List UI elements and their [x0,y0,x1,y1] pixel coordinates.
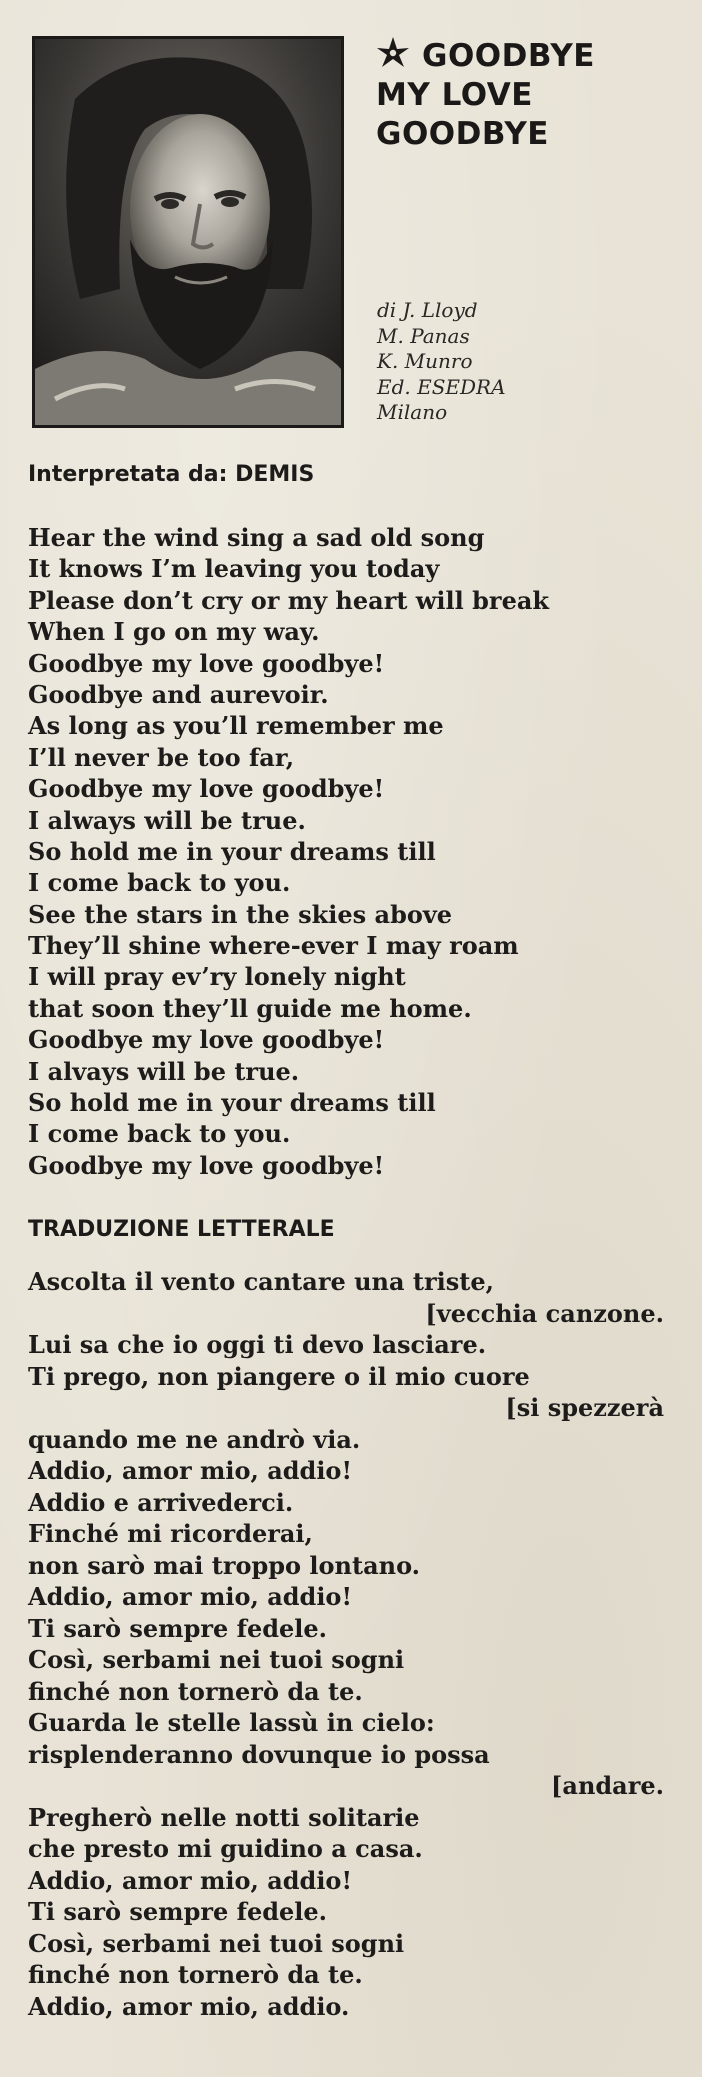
bearded-man-portrait-image [35,39,341,425]
translation-line: Guarda le stelle lassù in cielo: [28,1708,435,1737]
lyric-line: As long as you’ll remember me [28,711,444,741]
translated-lyrics [28,1266,664,2022]
lyric-line: So hold me in your dreams till [28,1088,436,1118]
translation-line: Addio, amor mio, addio. [28,1991,350,2021]
song-title-block [376,36,676,154]
lyric-line: I alvays will be true. [28,1056,300,1086]
translation-continuation: [andare. [551,1771,664,1800]
translation-continuation: [si spezzerà [505,1393,664,1422]
lyric-line: I come back to you. [28,1119,291,1149]
title-line-2: MY LOVE [376,77,533,113]
lyric-line: So hold me in your dreams till [28,836,436,866]
translation-line: che presto mi guidino a casa. [28,1834,423,1863]
song-title [376,36,676,154]
translation-line: Così, serbami nei tuoi sogni [28,1928,405,1958]
asterisk-star-icon [376,36,410,70]
translation-line: Addio, amor mio, addio! [28,1582,352,1611]
performer-label: Interpretata da: DEMIS [28,462,315,487]
original-lyrics [28,522,549,1181]
translation-line: Ti sarò sempre fedele. [28,1897,328,1926]
lyric-line: They’ll shine where-ever I may roam [28,931,519,961]
lyric-line: Goodbye and aurevoir. [28,679,329,709]
translation-line: risplenderanno dovunque io possa [28,1739,490,1769]
translation-line: non sarò mai troppo lontano. [28,1550,421,1580]
lyric-line: I’ll never be too far, [28,742,295,772]
translation-line: Pregherò nelle notti solitarie [28,1802,420,1832]
credit-line: K. Munro [377,349,473,373]
lyric-line: Goodbye my love goodbye! [28,648,385,678]
lyric-line: Goodbye my love goodbye! [28,1150,385,1180]
lyric-line: It knows I’m leaving you today [28,554,440,584]
translation-line: Ti prego, non piangere o il mio cuore [28,1361,530,1391]
lyric-line: Goodbye my love goodbye! [28,1025,385,1055]
translation-continuation: [vecchia canzone. [425,1298,664,1328]
title-line-3: GOODBYE [376,116,549,152]
translation-line: finché non tornerò da te. [28,1960,363,1989]
translation-line: Finché mi ricorderai, [28,1519,313,1548]
lyric-line: that soon they’ll guide me home. [28,993,472,1023]
lyric-line: I will pray ev’ry lonely night [28,962,406,992]
portrait-photo [32,36,344,428]
lyric-line: I always will be true. [28,805,306,835]
translation-line: Così, serbami nei tuoi sogni [28,1645,405,1674]
translation-line: quando me ne andrò via. [28,1424,361,1454]
lyric-line: See the stars in the skies above [28,899,453,929]
translation-line: Addio, amor mio, addio! [28,1456,352,1485]
lyric-line: Goodbye my love goodbye! [28,774,385,804]
translation-line: finché non tornerò da te. [28,1676,363,1706]
translation-line: Addio e arrivederci. [28,1487,294,1517]
song-credits [377,298,506,426]
translation-line: Lui sa che io oggi ti devo lasciare. [28,1330,487,1359]
translation-line: Ascolta il vento cantare una triste, [28,1267,494,1296]
lyric-line: I come back to you. [28,868,291,898]
credit-line: di J. Lloyd [377,298,478,322]
translation-label: TRADUZIONE LETTERALE [28,1217,335,1242]
credit-line: Ed. ESEDRA [377,374,506,399]
credit-line: M. Panas [377,323,470,348]
translation-line: Ti sarò sempre fedele. [28,1613,328,1643]
lyric-line: Hear the wind sing a sad old song [28,523,485,552]
credit-line: Milano [377,400,448,424]
lyric-line: When I go on my way. [28,617,320,647]
lyric-line: Please don’t cry or my heart will break [28,585,550,615]
title-line-1: GOODBYE [422,38,595,74]
translation-line: Addio, amor mio, addio! [28,1865,352,1895]
